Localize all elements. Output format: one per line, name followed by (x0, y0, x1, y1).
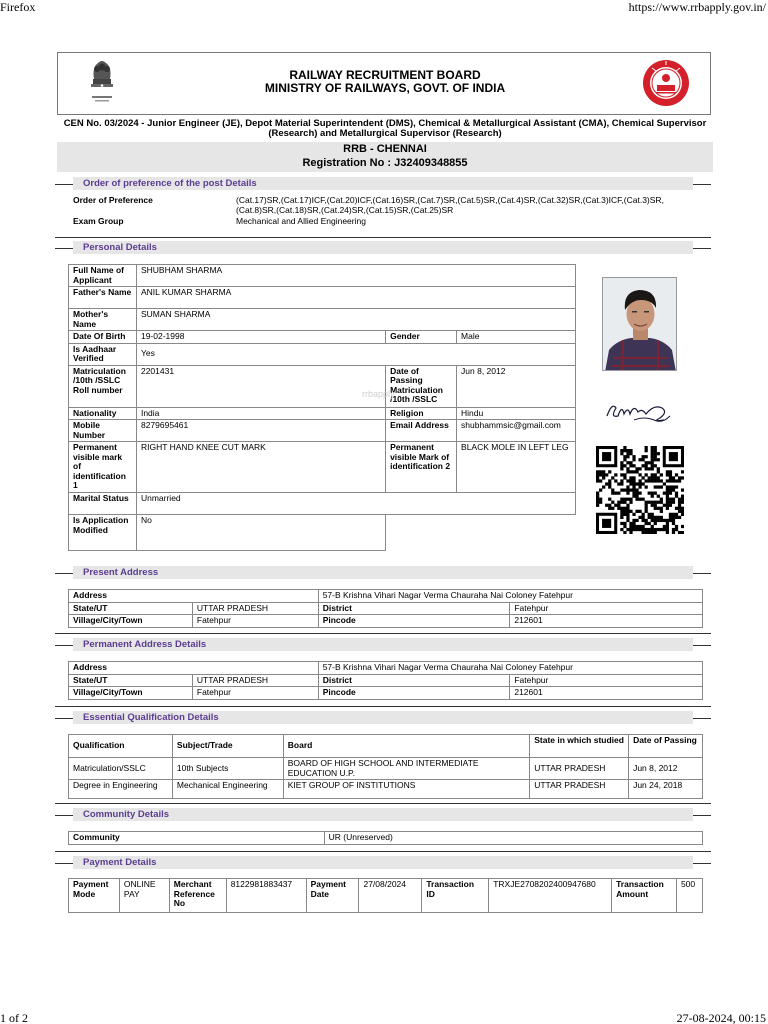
exam-group-label: Exam Group (73, 216, 124, 226)
full-name-value: SHUBHAM SHARMA (136, 265, 575, 287)
state-value: UTTAR PRADESH (192, 674, 318, 687)
section-payment (55, 856, 711, 870)
print-datetime: 27-08-2024, 00:15 (676, 1011, 766, 1024)
mark2-value: BLACK MOLE IN LEFT LEG (457, 442, 576, 493)
divider (55, 633, 711, 634)
table-cell: BOARD OF HIGH SCHOOL AND INTERMEDIATE EDUCATION U.P. (283, 758, 529, 780)
religion-value: Hindu (457, 407, 576, 420)
section-preference (55, 177, 711, 191)
table-row (69, 780, 703, 799)
mark1-label: Permanent visible mark of identification 1 (69, 442, 137, 493)
table-row (69, 758, 703, 780)
exam-group-value: Mechanical and Allied Engineering (236, 216, 366, 226)
email-value: shubhammsic@gmail.com (457, 420, 576, 442)
village-label: Village/City/Town (69, 615, 193, 628)
qual-header: Subject/Trade (172, 735, 283, 758)
merchant-ref-value: 8122981883437 (226, 879, 306, 913)
permanent-address-table (68, 661, 703, 700)
district-value: Fatehpur (510, 602, 703, 615)
passing-label: Date of Passing Matriculation /10th /SSLC (386, 365, 457, 407)
passing-value: Jun 8, 2012 (457, 365, 576, 407)
present-address-table (68, 589, 703, 628)
full-name-label: Full Name of Applicant (69, 265, 137, 287)
community-value: UR (Unreserved) (324, 832, 702, 845)
indian-railways-logo-icon (642, 59, 690, 107)
table-cell: Mechanical Engineering (172, 780, 283, 799)
dob-value: 19-02-1998 (136, 331, 385, 344)
section-title: Order of preference of the post Details (83, 178, 257, 189)
qual-header: State in which studied (530, 735, 629, 758)
religion-label: Religion (386, 407, 457, 420)
village-label: Village/City/Town (69, 687, 193, 700)
pincode-label: Pincode (318, 687, 510, 700)
pincode-value: 212601 (510, 687, 703, 700)
district-label: District (318, 602, 510, 615)
mobile-value: 8279695461 (136, 420, 385, 442)
table-cell: Degree in Engineering (69, 780, 173, 799)
state-label: State/UT (69, 602, 193, 615)
signature-image (604, 396, 674, 426)
section-title: Personal Details (83, 242, 157, 253)
pincode-label: Pincode (318, 615, 510, 628)
section-title: Payment Details (83, 857, 157, 868)
address-label: Address (69, 662, 319, 675)
gender-value: Male (457, 331, 576, 344)
village-value: Fatehpur (192, 615, 318, 628)
gender-label: Gender (386, 331, 457, 344)
divider (55, 706, 711, 707)
section-title: Essential Qualification Details (83, 712, 219, 723)
mark2-label: Permanent visible Mark of identification 2 (386, 442, 457, 493)
state-value: UTTAR PRADESH (192, 602, 318, 615)
marital-label: Marital Status (69, 493, 137, 515)
table-cell: UTTAR PRADESH (530, 758, 629, 780)
table-cell: Matriculation/SSLC (69, 758, 173, 780)
state-label: State/UT (69, 674, 193, 687)
table-cell: UTTAR PRADESH (530, 780, 629, 799)
marital-value: Unmarried (136, 493, 575, 515)
table-cell: Jun 8, 2012 (629, 758, 703, 780)
section-personal (55, 241, 711, 255)
payment-date-label: Payment Date (306, 879, 359, 913)
modified-label: Is Application Modified (69, 515, 137, 551)
roll-label: Matriculation /10th /SSLC Roll number (69, 365, 137, 407)
section-community (55, 808, 711, 822)
community-label: Community (69, 832, 325, 845)
ministry-title: MINISTRY OF RAILWAYS, GOVT. OF INDIA (264, 81, 506, 95)
aadhaar-label: Is Aadhaar Verified (69, 343, 137, 365)
father-value: ANIL KUMAR SHARMA (136, 287, 575, 309)
dob-label: Date Of Birth (69, 331, 137, 344)
mark1-value: RIGHT HAND KNEE CUT MARK (136, 442, 385, 493)
roll-value: 2201431 (136, 365, 385, 407)
mother-label: Mother's Name (69, 309, 137, 331)
rrb-name: RRB - CHENNAI (343, 143, 427, 155)
mother-value: SUMAN SHARMA (136, 309, 575, 331)
section-title: Permanent Address Details (83, 639, 207, 650)
board-title: RAILWAY RECRUITMENT BOARD (289, 68, 481, 82)
community-table (68, 831, 703, 845)
qualification-table (68, 734, 703, 799)
qual-header: Date of Passing (629, 735, 703, 758)
browser-url: https://www.rrbapply.gov.in/ (628, 0, 766, 14)
pincode-value: 212601 (510, 615, 703, 628)
village-value: Fatehpur (192, 687, 318, 700)
divider (55, 851, 711, 852)
transaction-id-value: TRXJE2708202400947680 (489, 879, 612, 913)
modified-value: No (136, 515, 385, 551)
section-present-address (55, 566, 711, 580)
order-label: Order of Preference (73, 195, 153, 205)
payment-date-value: 27/08/2024 (359, 879, 422, 913)
qual-header: Qualification (69, 735, 173, 758)
district-value: Fatehpur (510, 674, 703, 687)
order-value: (Cat.17)SR,(Cat.17)ICF,(Cat.20)ICF,(Cat.16)SR,(Cat.7)SR,(Cat.5)SR,(Cat.4)SR,(Cat.32)SR,(Cat.3)ICF,(Cat.3)SR,(Cat.8)SR,(Cat.18)SR,(Cat.24)SR,(Cat.15)SR,(Cat.25)SR (236, 195, 664, 215)
table-cell: Jun 24, 2018 (629, 780, 703, 799)
address-label: Address (69, 590, 319, 603)
email-label: Email Address (386, 420, 457, 442)
address-value: 57-B Krishna Vihari Nagar Verma Chauraha Nai Coloney Fatehpur (318, 662, 702, 675)
payment-table (68, 878, 703, 913)
district-label: District (318, 674, 510, 687)
mobile-label: Mobile Number (69, 420, 137, 442)
watermark: rrbapply (362, 389, 395, 399)
page-number: 1 of 2 (0, 1011, 28, 1024)
table-cell: 10th Subjects (172, 758, 283, 780)
section-title: Present Address (83, 567, 159, 578)
divider (55, 803, 711, 804)
amount-value: 500 (676, 879, 702, 913)
payment-mode-label: Payment Mode (69, 879, 120, 913)
amount-label: Transaction Amount (612, 879, 677, 913)
table-cell: KIET GROUP OF INSTITUTIONS (283, 780, 529, 799)
father-label: Father's Name (69, 287, 137, 309)
nationality-label: Nationality (69, 407, 137, 420)
divider (55, 237, 711, 238)
registration-number: Registration No : J32409348855 (302, 157, 468, 169)
section-title: Community Details (83, 809, 170, 820)
browser-app-name: Firefox (0, 0, 36, 14)
section-permanent-address (55, 638, 711, 652)
aadhaar-value: Yes (136, 343, 575, 365)
payment-mode-value: ONLINE PAY (119, 879, 169, 913)
applicant-photo (602, 277, 677, 371)
qr-code-icon (596, 446, 684, 534)
merchant-ref-label: Merchant Reference No (169, 879, 226, 913)
nationality-value: India (136, 407, 385, 420)
preference-table (69, 195, 689, 228)
section-qualification (55, 711, 711, 725)
address-value: 57-B Krishna Vihari Nagar Verma Chauraha Nai Coloney Fatehpur (318, 590, 702, 603)
transaction-id-label: Transaction ID (422, 879, 489, 913)
qual-header: Board (283, 735, 529, 758)
cen-notice: CEN No. 03/2024 - Junior Engineer (JE), Depot Material Superintendent (DMS), Chemical & Metallurgical Assistant (CMA), Chemical Supervisor (Research) and Metallurgical Supervisor (Research) (63, 118, 707, 139)
national-emblem-icon (84, 57, 120, 107)
personal-table (68, 264, 576, 551)
